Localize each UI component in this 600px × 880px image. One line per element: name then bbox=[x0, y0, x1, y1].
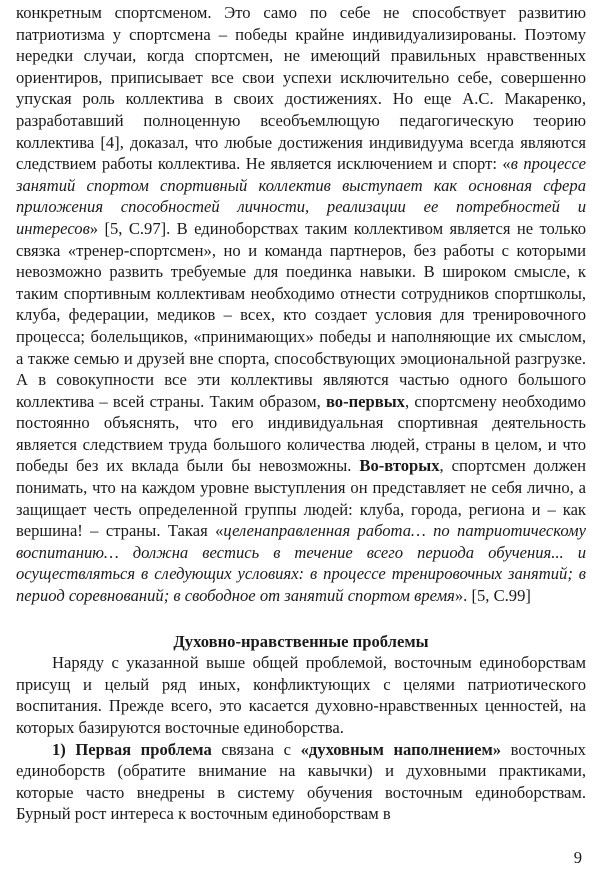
body-paragraph-first-problem bbox=[16, 739, 586, 825]
page-number: 9 bbox=[573, 848, 582, 867]
text-run: , спортсмену необходимо постоянно объяснять, что его индивидуальная спортивная деятельность является следствием труда большого количества людей, страны в целом, и что победы без их вклада были бы невозможны. bbox=[16, 391, 586, 476]
body-paragraph-collective bbox=[16, 2, 586, 607]
text-run: » [5, С.97]. В единоборствах таким коллективом является не только связка «тренер-спортсмен», но и команда партнеров, без работы с которыми невозможно развить требуемые для поединка навыки. В широком смысле, к таким спортивным коллективам необходимо отнести сотрудников спортшколы, клуба, федерации, медиков – всех, кто создает условия для тренировочного процесса; болельщиков, «принимающих» победы и наполняющие их смыслом, а также семью и друзей вне спорта, способствующих эмоциональной разгрузке. А в совокупности все эти коллективы являются частью одного большого коллектива – всей страны. Таким образом, bbox=[16, 218, 586, 411]
bold-term-second: Во-вторых bbox=[359, 456, 440, 476]
italic-quote: целенаправленная работа… по патриотическому воспитанию… должна вестись в течение всего периода обучения... и осуществляться в следующих условиях: в процессе тренировочных занятий; в период соревнований; в свободное от занятий спортом время bbox=[16, 521, 586, 606]
text-run: , спортсмен должен понимать, что на каждом уровне выступления он представляет не себя лично, а защищает честь определенной группы людей: клуба, города, региона и – как вершина! – страны. Такая « bbox=[16, 456, 586, 541]
italic-quote: в процессе занятий спортом спортивный коллектив выступает как основная сфера приложения способностей личности, реализации ее потребностей и интересов bbox=[16, 154, 586, 238]
bold-problem-label: 1) Первая проблема bbox=[52, 739, 212, 759]
body-paragraph-intro: Наряду с указанной выше общей проблемой, восточным единоборствам присущ и целый ряд иных, конфликтующих с целями патриотического воспитания. Прежде всего, это касается духовно-нравственных ценностей, на которых базируются восточные единоборства. bbox=[16, 653, 586, 737]
bold-term-first: во-первых bbox=[325, 391, 405, 411]
document-page bbox=[16, 2, 586, 825]
bold-spiritual-term: «духовным наполнением» bbox=[300, 739, 502, 759]
text-run: восточных единоборств (обратите внимание на кавычки) и духовными практиками, которые часто внедрены в систему обучения восточным единоборствам. Бурный рост интереса к восточным единоборствам в bbox=[16, 739, 586, 824]
section-heading: Духовно-нравственные проблемы bbox=[173, 631, 429, 651]
text-run: ». [5, С.99] bbox=[454, 586, 531, 606]
text-run: связана с bbox=[211, 739, 301, 759]
text-run: конкретным спортсменом. Это само по себе не способствует развитию патриотизма у спортсмена – победы крайне индивидуализированы. Поэтому нередки случаи, когда спортсмен, не имеющий правильных нравственных ориентиров, приписывает все свои успехи исключительно себе, совершенно упуская роль коллектива в своих достижениях. Но еще А.С. Макаренко, разработавший полноценную всеобъемлющую педагогическую теорию коллектива [4], доказал, что любые достижения индивидуума всегда являются следствием работы коллектива. Не является исключением и спорт: « bbox=[16, 3, 586, 174]
